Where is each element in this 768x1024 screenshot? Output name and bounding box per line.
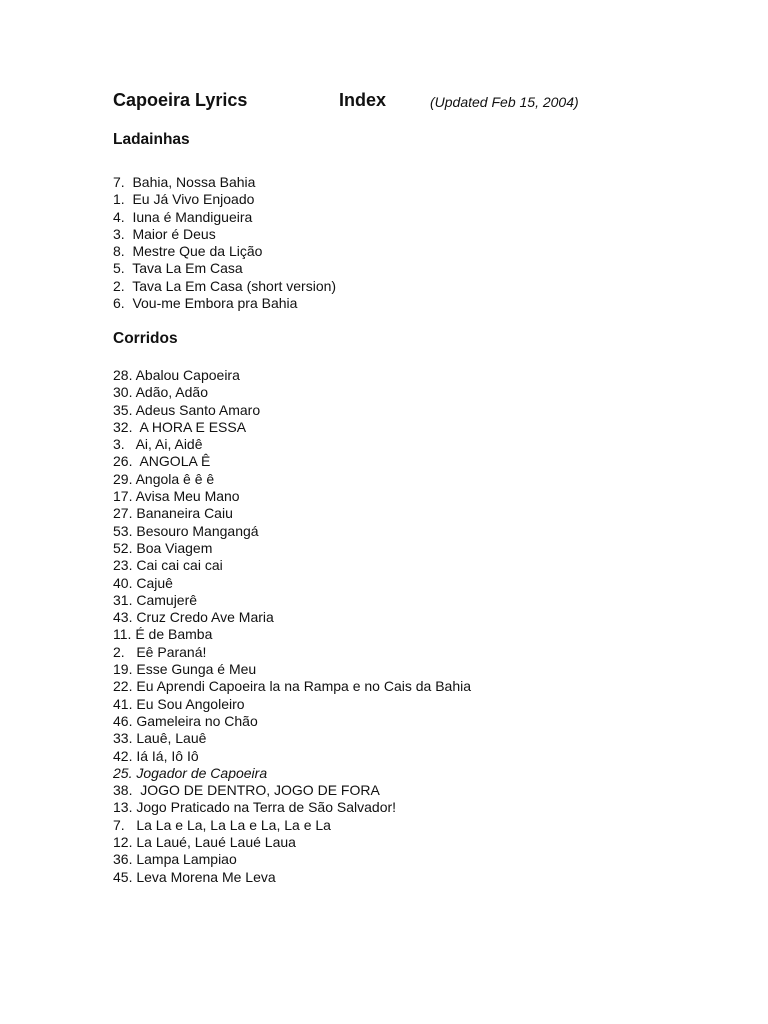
- list-item: 17. Avisa Meu Mano: [113, 488, 240, 505]
- list-item: 7. Bahia, Nossa Bahia: [113, 174, 256, 190]
- updated-date: (Updated Feb 15, 2004): [430, 94, 579, 110]
- list-item: 41. Eu Sou Angoleiro: [113, 695, 245, 712]
- list-item: 2. Tava La Em Casa (short version): [113, 277, 337, 294]
- list-item: 11. É de Bamba: [113, 626, 213, 643]
- list-item: 3. Ai, Ai, Aidê: [113, 436, 203, 453]
- section-heading-corridos: Corridos: [113, 330, 178, 347]
- list-item: 46. Gameleira no Chão: [113, 712, 258, 729]
- list-item: 53. Besouro Mangangá: [113, 522, 259, 539]
- ladainhas-list: [113, 174, 336, 312]
- list-item: 30. Adão, Adão: [113, 384, 208, 401]
- list-item: 3. Maior é Deus: [113, 225, 216, 242]
- list-item: 40. Cajuê: [113, 574, 173, 591]
- list-item: 8. Mestre Que da Lição: [113, 243, 263, 260]
- list-item: 31. Camujerê: [113, 591, 198, 608]
- list-item: 28. Abalou Capoeira: [113, 367, 240, 383]
- list-item: 13. Jogo Praticado na Terra de São Salvador!: [113, 799, 397, 816]
- list-item: 42. Iá Iá, Iô Iô: [113, 747, 199, 764]
- list-item: 36. Lampa Lampiao: [113, 851, 237, 868]
- list-item: 12. La Laué, Laué Laué Laua: [113, 834, 296, 851]
- list-item: 1. Eu Já Vivo Enjoado: [113, 191, 255, 208]
- list-item: 22. Eu Aprendi Capoeira la na Rampa e no Cais da Bahia: [113, 678, 472, 695]
- list-item: 45. Leva Morena Me Leva: [113, 868, 276, 885]
- title-row: [113, 90, 713, 116]
- list-item: 25. Jogador de Capoeira: [113, 764, 268, 781]
- list-item: 27. Bananeira Caiu: [113, 505, 233, 522]
- list-item: 4. Iuna é Mandigueira: [113, 208, 253, 225]
- index-label: Index: [339, 90, 387, 110]
- list-item: 35. Adeus Santo Amaro: [113, 401, 261, 418]
- list-item: 32. A HORA E ESSA: [113, 418, 247, 435]
- section-heading-ladainhas: Ladainhas: [113, 131, 190, 148]
- list-item: 2. Eê Paraná!: [113, 643, 207, 660]
- list-item: 19. Esse Gunga é Meu: [113, 661, 257, 678]
- list-item: 7. La La e La, La La e La, La e La: [113, 816, 331, 833]
- document-title: Capoeira Lyrics: [113, 90, 248, 110]
- list-item: 43. Cruz Credo Ave Maria: [113, 609, 274, 626]
- list-item: 29. Angola ê ê ê: [113, 470, 215, 487]
- list-item: 38. JOGO DE DENTRO, JOGO DE FORA: [113, 782, 380, 799]
- corridos-list: [113, 367, 471, 886]
- list-item: 23. Cai cai cai cai: [113, 557, 223, 574]
- list-item: 6. Vou-me Embora pra Bahia: [113, 295, 298, 312]
- list-item: 5. Tava La Em Casa: [113, 260, 243, 277]
- list-item: 52. Boa Viagem: [113, 539, 213, 556]
- list-item: 33. Lauê, Lauê: [113, 730, 207, 747]
- list-item: 26. ANGOLA Ê: [113, 453, 211, 470]
